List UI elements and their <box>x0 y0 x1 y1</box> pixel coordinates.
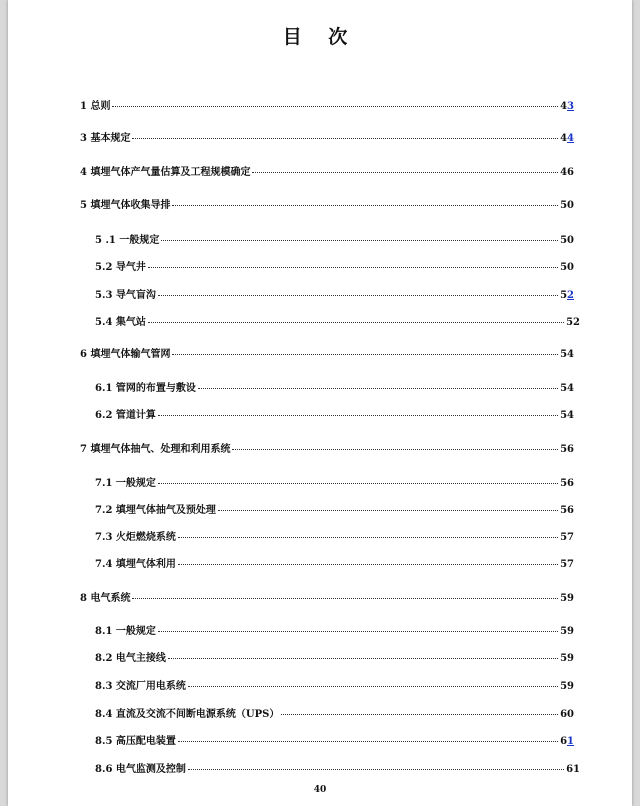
toc-entry[interactable] <box>95 649 574 663</box>
toc-entry[interactable] <box>80 345 574 359</box>
toc-entry[interactable] <box>95 677 574 691</box>
toc-entry[interactable] <box>80 196 574 210</box>
toc-entry-label: 7 填埋气体抽气、处理和利用系统 <box>80 444 231 455</box>
toc-entry-page: 59 <box>560 593 574 604</box>
toc-entry-label: 8.1 一般规定 <box>95 626 156 637</box>
page-number: 40 <box>313 785 327 795</box>
toc-leader-dots <box>158 483 558 484</box>
toc-entry[interactable] <box>95 231 574 245</box>
toc-entry-page: 57 <box>560 559 574 570</box>
toc-entry[interactable] <box>80 129 574 143</box>
toc-entry-page: 52 <box>560 290 574 301</box>
toc-entry-page: 50 <box>560 262 574 273</box>
toc-entry[interactable] <box>95 474 574 488</box>
toc-entry[interactable] <box>95 760 580 774</box>
toc-entry-label: 3 基本规定 <box>80 133 131 144</box>
toc-entry[interactable] <box>95 501 574 515</box>
toc-entry-label: 6 填埋气体输气管网 <box>80 349 171 360</box>
toc-entry-page: 59 <box>560 626 574 637</box>
toc-leader-dots <box>172 354 558 355</box>
toc-leader-dots <box>281 714 558 715</box>
toc-leader-dots <box>178 564 558 565</box>
toc-entry[interactable] <box>80 97 574 111</box>
document-page <box>8 0 632 806</box>
toc-leader-dots <box>132 598 558 599</box>
toc-entry-label: 1 总则 <box>80 101 111 112</box>
toc-entry-page: 56 <box>560 478 574 489</box>
toc-entry-page: 52 <box>566 317 580 328</box>
toc-entry-label: 4 填埋气体产气量估算及工程规模确定 <box>80 167 251 178</box>
toc-leader-dots <box>252 172 558 173</box>
toc-entry-page: 46 <box>560 167 574 178</box>
toc-entry[interactable] <box>95 705 574 719</box>
toc-entry[interactable] <box>80 440 574 454</box>
toc-leader-dots <box>188 769 564 770</box>
toc-entry-page: 43 <box>560 101 574 112</box>
toc-entry-label: 5.4 集气站 <box>95 317 146 328</box>
toc-entry[interactable] <box>95 528 574 542</box>
toc-entry[interactable] <box>95 286 574 300</box>
toc-leader-dots <box>188 686 558 687</box>
toc-entry-page: 57 <box>560 532 574 543</box>
toc-entry-page: 60 <box>560 709 574 720</box>
toc-entry-page: 54 <box>560 383 574 394</box>
toc-entry-page: 44 <box>560 133 574 144</box>
toc-leader-dots <box>161 240 558 241</box>
toc-entry[interactable] <box>95 406 574 420</box>
toc-entry[interactable] <box>95 622 574 636</box>
toc-leader-dots <box>218 510 558 511</box>
toc-entry[interactable] <box>80 163 574 177</box>
toc-leader-dots <box>232 449 558 450</box>
toc-entry-page: 54 <box>560 410 574 421</box>
toc-title: 目 次 <box>282 26 358 48</box>
toc-entry-label: 8 电气系统 <box>80 593 131 604</box>
toc-leader-dots <box>158 415 558 416</box>
toc-entry-label: 7.1 一般规定 <box>95 478 156 489</box>
toc-page-link[interactable]: 1 <box>567 736 574 747</box>
toc-entry-label: 5 .1 一般规定 <box>95 235 160 246</box>
toc-leader-dots <box>158 295 558 296</box>
toc-entry[interactable] <box>80 589 574 603</box>
toc-entry[interactable] <box>95 732 574 746</box>
toc-entry[interactable] <box>95 379 574 393</box>
toc-page-link[interactable]: 3 <box>567 101 574 112</box>
toc-entry-page: 61 <box>560 736 574 747</box>
toc-entry-label: 7.3 火炬燃烧系统 <box>95 532 176 543</box>
toc-entry-label: 5 填埋气体收集导排 <box>80 200 171 211</box>
toc-entry-label: 6.1 管网的布置与敷设 <box>95 383 196 394</box>
toc-leader-dots <box>168 658 558 659</box>
toc-entry[interactable] <box>95 258 574 272</box>
toc-entry-label: 8.2 电气主接线 <box>95 653 166 664</box>
toc-entry-label: 5.3 导气盲沟 <box>95 290 156 301</box>
toc-leader-dots <box>172 205 558 206</box>
toc-entry[interactable] <box>95 555 574 569</box>
toc-entry-label: 8.5 高压配电装置 <box>95 736 176 747</box>
toc-page-link[interactable]: 2 <box>567 290 574 301</box>
toc-leader-dots <box>178 741 558 742</box>
toc-entry-page: 56 <box>560 505 574 516</box>
toc-leader-dots <box>178 537 558 538</box>
toc-entry-label: 6.2 管道计算 <box>95 410 156 421</box>
toc-leader-dots <box>148 267 558 268</box>
toc-page-link[interactable]: 4 <box>567 133 574 144</box>
toc-entry-label: 8.3 交流厂用电系统 <box>95 681 186 692</box>
toc-entry[interactable] <box>95 313 580 327</box>
toc-entry-label: 8.6 电气监测及控制 <box>95 764 186 775</box>
toc-leader-dots <box>148 322 564 323</box>
toc-entry-label: 5.2 导气井 <box>95 262 146 273</box>
toc-entry-page: 50 <box>560 235 574 246</box>
toc-entry-page: 50 <box>560 200 574 211</box>
toc-entry-page: 56 <box>560 444 574 455</box>
toc-leader-dots <box>198 388 558 389</box>
toc-leader-dots <box>132 138 558 139</box>
toc-entry-page: 59 <box>560 653 574 664</box>
toc-entry-label: 7.2 填埋气体抽气及预处理 <box>95 505 216 516</box>
toc-entry-page: 59 <box>560 681 574 692</box>
toc-entry-page: 61 <box>566 764 580 775</box>
toc-entry-page: 54 <box>560 349 574 360</box>
toc-entry-label: 8.4 直流及交流不间断电源系统（UPS） <box>95 709 280 720</box>
toc-leader-dots <box>158 631 558 632</box>
toc-leader-dots <box>112 106 558 107</box>
toc-entry-label: 7.4 填埋气体利用 <box>95 559 176 570</box>
